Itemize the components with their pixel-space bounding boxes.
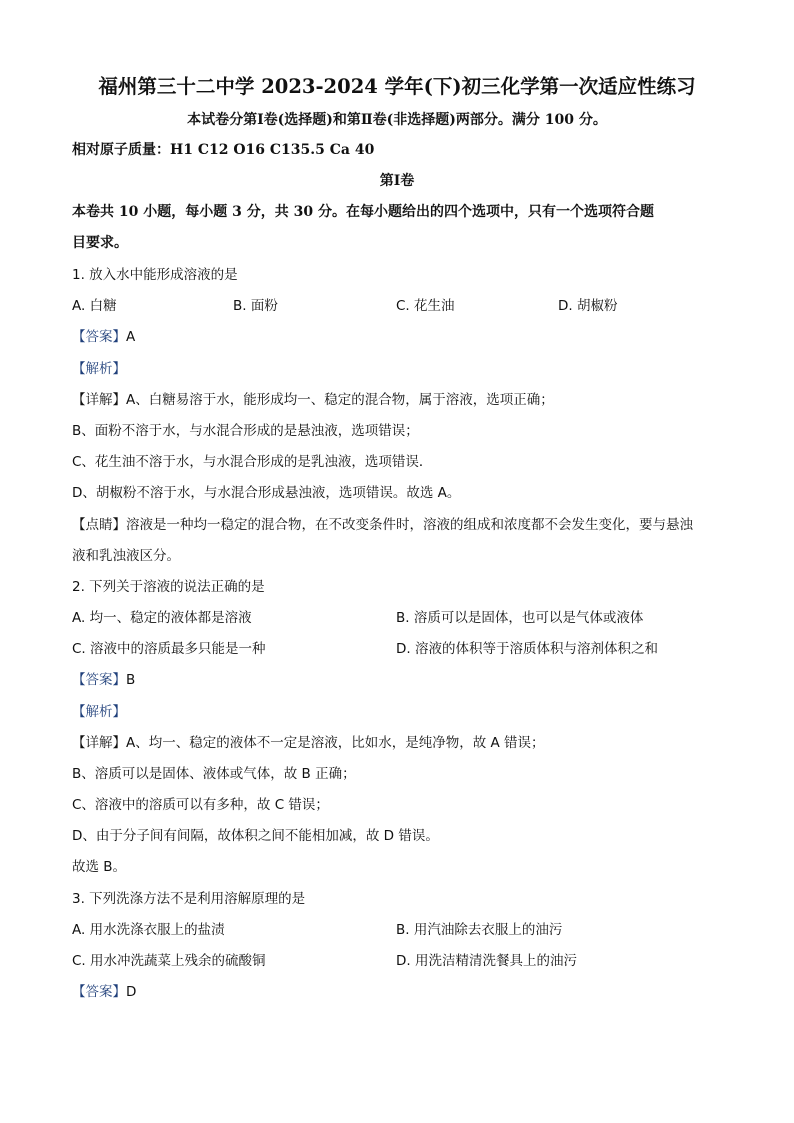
question-2-detail-3: C、溶液中的溶质可以有多种，故 C 错误；: [72, 797, 329, 813]
question-3-answer: [72, 983, 136, 1001]
question-2-detail-5: 故选 B。: [72, 859, 127, 875]
question-1-answer: [72, 328, 135, 346]
answer-value: B: [126, 672, 136, 688]
answer-value: A: [126, 329, 136, 345]
answer-label: 【答案】: [72, 984, 126, 1000]
section-instruction-line1: 本卷共 10 小题，每小题 3 分，共 30 分。在每小题给出的四个选项中，只有一个选项符合题: [72, 204, 654, 220]
question-1-option-a: A. 白糖: [72, 298, 117, 314]
question-1-option-b: B. 面粉: [233, 298, 278, 314]
section-instruction-line2: 目要求。: [72, 235, 128, 251]
question-1-option-c: C. 花生油: [396, 298, 455, 314]
question-2-analysis-label: 【解析】: [72, 704, 126, 720]
question-3-option-a: A. 用水洗涤衣服上的盐渍: [72, 922, 225, 938]
question-3-option-d: D. 用洗洁精清洗餐具上的油污: [396, 953, 577, 969]
atomic-mass-line: 相对原子质量：H1 C12 O16 C135.5 Ca 40: [72, 142, 375, 158]
question-2-option-b: B. 溶质可以是固体，也可以是气体或液体: [396, 610, 644, 626]
question-2-option-a: A. 均一、稳定的液体都是溶液: [72, 610, 252, 626]
question-3-option-c: C. 用水冲洗蔬菜上残余的硫酸铜: [72, 953, 266, 969]
question-2-answer: [72, 671, 135, 689]
question-1-stem: 1. 放入水中能形成溶液的是: [72, 267, 238, 283]
question-2-detail-4: D、由于分子间有间隔，故体积之间不能相加减，故 D 错误。: [72, 828, 439, 844]
question-3-stem: 3. 下列洗涤方法不是利用溶解原理的是: [72, 891, 306, 907]
section-heading: 第Ⅰ卷: [379, 173, 415, 189]
question-2-stem: 2. 下列关于溶液的说法正确的是: [72, 579, 265, 595]
question-2-detail-2: B、溶质可以是固体、液体或气体，故 B 正确；: [72, 766, 356, 782]
question-1-detail-2: B、面粉不溶于水，与水混合形成的是悬浊液，选项错误；: [72, 423, 419, 439]
question-2-option-d: D. 溶液的体积等于溶质体积与溶剂体积之和: [396, 641, 658, 657]
exam-description: 本试卷分第Ⅰ卷(选择题)和第Ⅱ卷(非选择题)两部分。满分 100 分。: [187, 112, 607, 128]
question-1-detail-1: 【详解】A、白糖易溶于水，能形成均一、稳定的混合物，属于溶液，选项正确；: [72, 392, 554, 408]
page-title: 福州第三十二中学 2023-2024 学年(下)初三化学第一次适应性练习: [98, 75, 696, 98]
question-3-option-b: B. 用汽油除去衣服上的油污: [396, 922, 563, 938]
question-1-option-d: D. 胡椒粉: [558, 298, 618, 314]
question-1-analysis-label: 【解析】: [72, 361, 126, 377]
question-2-option-c: C. 溶液中的溶质最多只能是一种: [72, 641, 266, 657]
answer-label: 【答案】: [72, 672, 126, 688]
question-1-detail-4: D、胡椒粉不溶于水，与水混合形成悬浊液，选项错误。故选 A。: [72, 485, 461, 501]
question-1-point-line1: 【点睛】溶液是一种均一稳定的混合物，在不改变条件时，溶液的组成和浓度都不会发生变化，要与悬浊: [72, 517, 693, 533]
question-1-point-line2: 液和乳浊液区分。: [72, 548, 180, 564]
answer-value: D: [126, 984, 137, 1000]
answer-label: 【答案】: [72, 329, 126, 345]
question-1-detail-3: C、花生油不溶于水，与水混合形成的是乳浊液，选项错误．: [72, 454, 433, 470]
question-2-detail-1: 【详解】A、均一、稳定的液体不一定是溶液，比如水，是纯净物，故 A 错误；: [72, 735, 545, 751]
